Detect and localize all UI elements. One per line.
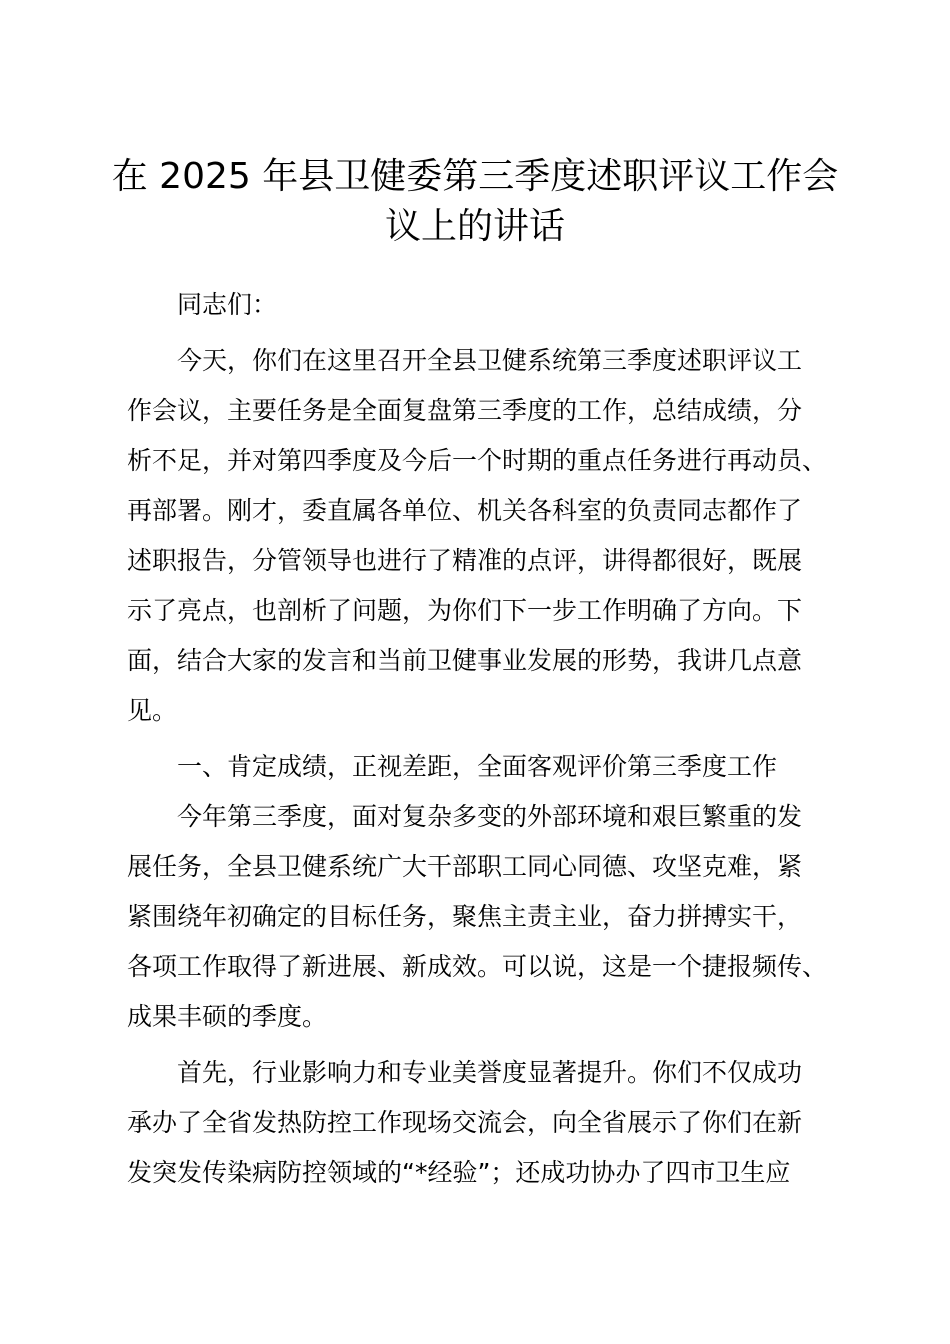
paragraph-line: 各项工作取得了新进展、新成效。可以说，这是一个捷报频传、 [127, 952, 828, 981]
title-line-2: 议上的讲话 [384, 206, 565, 247]
paragraph-3 [127, 1048, 840, 1198]
paragraph-line: 再部署。刚才，委直属各单位、机关各科室的负责同志都作了 [127, 496, 803, 525]
paragraph-line: 见。 [127, 696, 178, 725]
paragraph-line: 紧围绕年初确定的目标任务，聚焦主责主业，奋力拼搏实干， [127, 902, 803, 931]
document-title [110, 152, 840, 252]
paragraph-2 [127, 792, 840, 1042]
paragraph-line: 首先，行业影响力和专业美誉度显著提升。你们不仅成功 [177, 1058, 803, 1087]
paragraph-line: 面，结合大家的发言和当前卫健事业发展的形势，我讲几点意 [127, 646, 803, 675]
paragraph-line: 成果丰硕的季度。 [127, 1002, 328, 1031]
paragraph-line: 今年第三季度，面对复杂多变的外部环境和艰巨繁重的发 [177, 802, 803, 831]
paragraph-line: 展任务，全县卫健系统广大干部职工同心同德、攻坚克难，紧 [127, 852, 803, 881]
title-line-1: 在 2025 年县卫健委第三季度述职评议工作会 [111, 156, 839, 197]
paragraph-line: 承办了全省发热防控工作现场交流会，向全省展示了你们在新 [127, 1108, 803, 1137]
paragraph-line: 今天，你们在这里召开全县卫健系统第三季度述职评议工 [177, 346, 803, 375]
paragraph-1 [127, 336, 840, 736]
paragraph-line: 发突发传染病防控领域的“*经验”；还成功协办了四市卫生应 [127, 1158, 791, 1187]
paragraph-line: 述职报告，分管领导也进行了精准的点评，讲得都很好，既展 [127, 546, 803, 575]
section-heading-1: 一、肯定成绩，正视差距，全面客观评价第三季度工作 [177, 752, 778, 781]
document-body [127, 280, 840, 1198]
paragraph-line: 作会议，主要任务是全面复盘第三季度的工作，总结成绩，分 [127, 396, 803, 425]
salutation: 同志们： [177, 290, 278, 319]
paragraph-line: 析不足，并对第四季度及今后一个时期的重点任务进行再动员、 [127, 446, 828, 475]
paragraph-line: 示了亮点，也剖析了问题，为你们下一步工作明确了方向。下 [127, 596, 803, 625]
